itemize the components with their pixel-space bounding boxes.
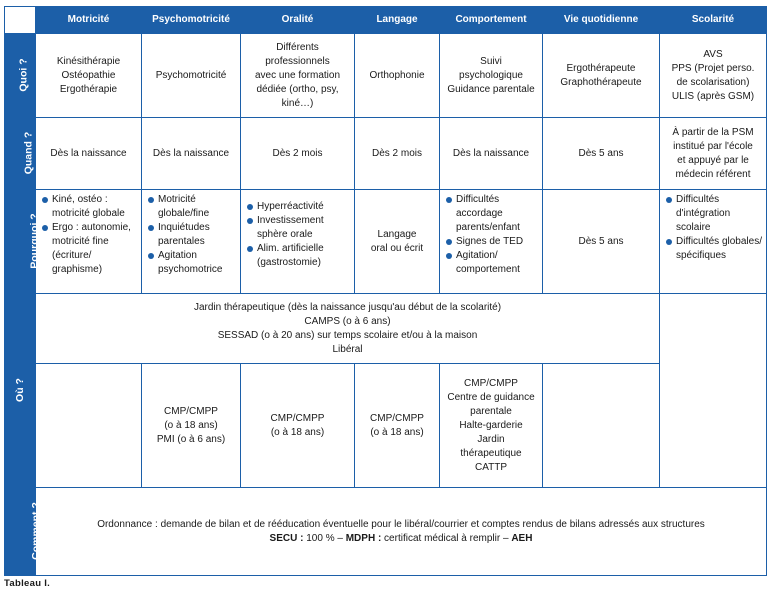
row-header-quand: Quand ? xyxy=(5,118,36,190)
list-item: Alim. artificielle (gastrostomie) xyxy=(246,242,352,270)
list-item: Investissement sphère orale xyxy=(246,214,352,242)
ou-psychomotricite: CMP/CMPP (o à 18 ans) PMI (o à 6 ans) xyxy=(142,364,241,488)
comment-secu-line: SECU : 100 % – MDPH : certificat médical à remplir – AEH xyxy=(269,532,533,544)
quoi-scolarite: AVS PPS (Projet perso. de scolarisation) ULIS (après GSM) xyxy=(660,34,767,118)
list-item: Signes de TED xyxy=(445,235,540,249)
quoi-vie-quotidienne: Ergothérapeute Graphothérapeute xyxy=(543,34,660,118)
ou-vie-quotidienne xyxy=(543,364,660,488)
ou-shared: Jardin thérapeutique (dès la naissance jusqu'au début de la scolarité) CAMPS (o à 6 ans) SESSAD (o à 20 ans) sur temps scolaire et/ou à la maison Libéral xyxy=(36,294,660,364)
col-header-langage: Langage xyxy=(355,7,440,34)
quand-scolarite: À partir de la PSM institué par l'école et appuyé par le médecin référent xyxy=(660,118,767,190)
list-item: Hyperréactivité xyxy=(246,200,352,214)
pourquoi-scolarite xyxy=(660,190,767,294)
list-item: Ergo : autonomie, motricité fine (écriture/ graphisme) xyxy=(41,221,139,277)
quand-langage: Dès 2 mois xyxy=(355,118,440,190)
quand-psychomotricite: Dès la naissance xyxy=(142,118,241,190)
quand-motricite: Dès la naissance xyxy=(36,118,142,190)
quand-vie-quotidienne: Dès 5 ans xyxy=(543,118,660,190)
row-header-quoi: Quoi ? xyxy=(5,34,36,118)
list-item: Inquiétudes parentales xyxy=(147,221,238,249)
comment-cell xyxy=(36,488,767,576)
row-header-ou: Où ? xyxy=(5,294,36,488)
col-header-scolarite: Scolarité xyxy=(660,7,767,34)
quoi-motricite: Kinésithérapie Ostéopathie Ergothérapie xyxy=(36,34,142,118)
list-item: Agitation/ comportement xyxy=(445,249,540,277)
col-header-psychomotricite: Psychomotricité xyxy=(142,7,241,34)
main-table xyxy=(4,6,767,576)
col-header-motricite: Motricité xyxy=(36,7,142,34)
ou-motricite xyxy=(36,364,142,488)
ou-langage: CMP/CMPP (o à 18 ans) xyxy=(355,364,440,488)
pourquoi-oralite xyxy=(241,190,355,294)
quoi-langage: Orthophonie xyxy=(355,34,440,118)
row-header-comment: Comment ? xyxy=(5,488,36,576)
quoi-comportement: Suivi psychologique Guidance parentale xyxy=(440,34,543,118)
pourquoi-comportement xyxy=(440,190,543,294)
list-item: Motricité globale/fine xyxy=(147,193,238,221)
ou-oralite: CMP/CMPP (o à 18 ans) xyxy=(241,364,355,488)
quand-oralite: Dès 2 mois xyxy=(241,118,355,190)
quoi-oralite: Différents professionnels avec une formation dédiée (ortho, psy, kiné…) xyxy=(241,34,355,118)
col-header-oralite: Oralité xyxy=(241,7,355,34)
ou-scolarite xyxy=(660,294,767,488)
list-item: Agitation psychomotrice xyxy=(147,249,238,277)
pourquoi-motricite xyxy=(36,190,142,294)
comment-ordonnance: Ordonnance : demande de bilan et de rééducation éventuelle pour le libéral/courrier et comptes rendus de bilans adressés aux structures xyxy=(97,518,705,530)
pourquoi-langage: Langage oral ou écrit xyxy=(355,190,440,294)
table-caption: Tableau I. xyxy=(4,578,51,589)
row-header-pourquoi: Pourquoi ? xyxy=(5,190,36,294)
list-item: Difficultés accordage parents/enfant xyxy=(445,193,540,235)
col-header-vie-quotidienne: Vie quotidienne xyxy=(543,7,660,34)
list-item: Difficultés globales/ spécifiques xyxy=(665,235,764,263)
list-item: Difficultés d'intégration scolaire xyxy=(665,193,764,235)
quand-comportement: Dès la naissance xyxy=(440,118,543,190)
ou-comportement: CMP/CMPP Centre de guidance parentale Halte-garderie Jardin thérapeutique CATTP xyxy=(440,364,543,488)
quoi-psychomotricite: Psychomotricité xyxy=(142,34,241,118)
corner-cell xyxy=(5,7,36,34)
col-header-comportement: Comportement xyxy=(440,7,543,34)
list-item: Kiné, ostéo : motricité globale xyxy=(41,193,139,221)
pourquoi-vie-quotidienne: Dès 5 ans xyxy=(543,190,660,294)
pourquoi-psychomotricite xyxy=(142,190,241,294)
